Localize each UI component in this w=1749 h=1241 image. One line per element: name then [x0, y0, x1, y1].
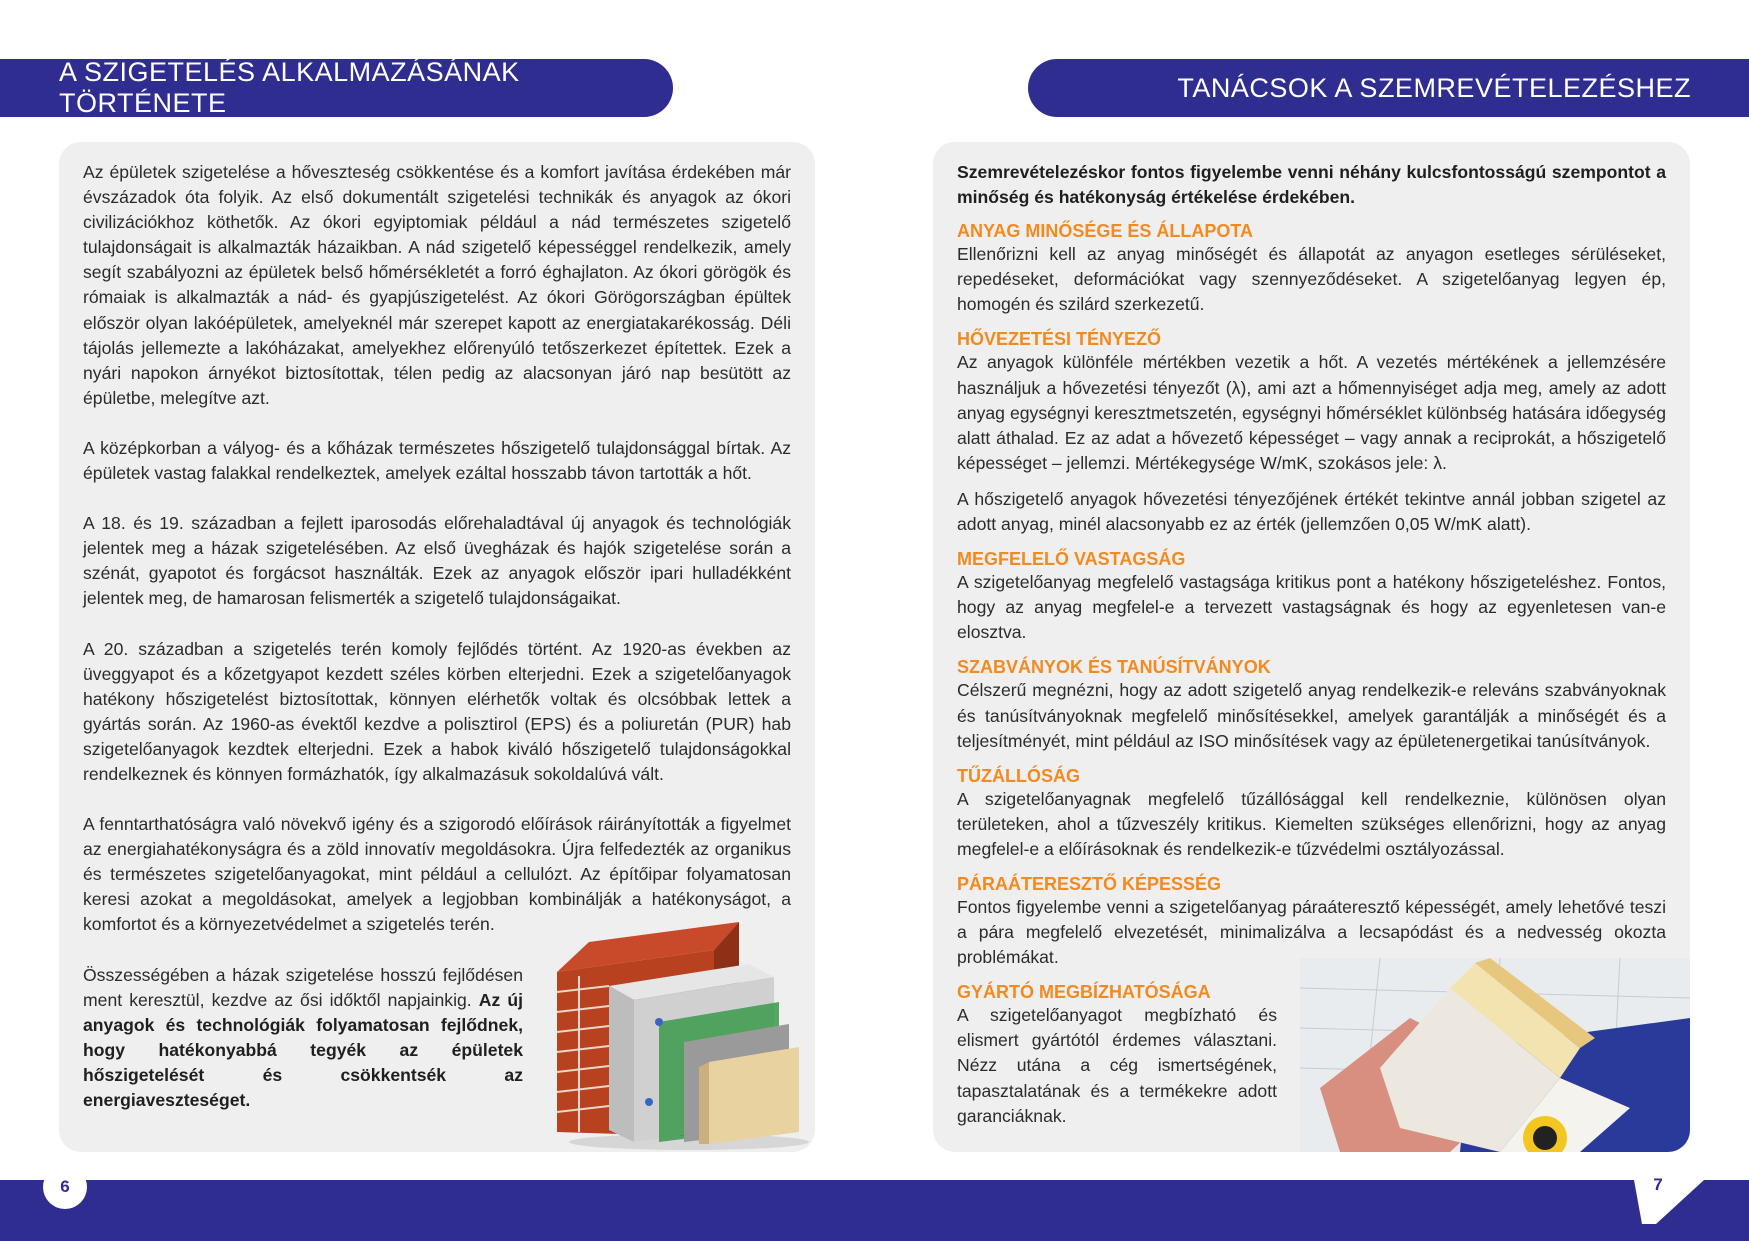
- tip-heading: MEGFELELŐ VASTAGSÁG: [957, 549, 1186, 570]
- left-page-number: 6: [43, 1165, 87, 1209]
- tip-heading: PÁRAÁTERESZTŐ KÉPESSÉG: [957, 873, 1222, 894]
- tip-heading: GYÁRTÓ MEGBÍZHATÓSÁGA: [957, 982, 1211, 1003]
- left-page-title: A SZIGETELÉS ALKALMAZÁSÁNAK TÖRTÉNETE: [59, 57, 520, 118]
- page-footer: [0, 1180, 1749, 1241]
- tip-text: A szigetelőanyagot megbízható és elismert gyártótól érdemes választani. Nézz utána a cég ismertségének, tapasztalatának és a termékekre adott garanciáknak.: [957, 1005, 1277, 1126]
- right-page-title-banner: [1028, 59, 1749, 117]
- tip-text: Az anyagok különféle mértékben vezetik a hőt. A vezetés mértékének a jellemzésére használjuk a hővezetési tényezőt (λ), ami azt a hőmennyiséget adja meg, amely az adott anyag egységnyi keresztmetszetén, egységnyi hőmérséklet különbség hatására időegység alatt áthalad. Ez az adat a hővezető képességet – vagy annak a reciprokát, a hőszigetelő képességet – jellemzi. Mértékegysége W/mK, szokásos jele: λ.: [957, 352, 1666, 473]
- insulation-block-photo: [1300, 958, 1690, 1152]
- left-page-title-banner: [0, 59, 673, 117]
- tip-heading: ANYAG MINŐSÉGE ÉS ÁLLAPOTA: [957, 221, 1254, 242]
- history-paragraph: A 20. században a szigetelés terén komoly fejlődés történt. Az 1920-as években az üveggyapot és a kőzetgyapot kezdett széles körben elterjedni. Ezek a szigetelőanyagok hatékony hőszigetelést biztosítottak, könnyen elérhetők voltak és olcsóbbak lettek a gyártás során. Az 1960-as évektől kezdve a polisztirol (EPS) és a poliuretán (PUR) hab szigetelőanyagok kezdtek elterjedni. Ezek a habok kiváló hőszigetelő tulajdonságokkal rendelkeznek és könnyen formázhatók, így alkalmazásuk sokoldalúvá vált.: [83, 638, 791, 784]
- tip-text: Fontos figyelembe venni a szigetelőanyag páraáteresztő képességét, amely lehetővé teszi a pára megfelelő elvezetését, minimalizálva a lecsapódást és a nedvesség okozta problémákat.: [957, 896, 1666, 968]
- tip-section: [957, 220, 1666, 317]
- tip-section: [957, 328, 1666, 537]
- history-paragraph: A fenntarthatóságra való növekvő igény és a szigorodó előírások ráirányították a figyelmet az energiahatékonyságra és a zöld innovatív megoldásokra. Újra felfedezték az organikus és természetes szigetelőanyagokat, mint például a cellulózt. Az építőipar folyamatosan keresi azokat a megoldásokat, amelyek a legjobban kombinálják a hatékonyságot, a komfortot és a környezetvédelmet a szigetelés terén.: [83, 814, 791, 935]
- tip-text: A szigetelőanyag megfelelő vastagsága kritikus pont a hatékony hőszigeteléshez. Fontos, hogy az anyag megfelel-e a tervezett vastagságnak és hogy az egyenletesen van-e elosztva.: [957, 572, 1666, 643]
- tip-text: Ellenőrizni kell az anyag minőségét és állapotát az anyagon esetleges sérüléseket, repedéseket, deformációkat vagy szennyeződéseket. A szigetelőanyag legyen ép, homogén és szilárd szerkezetű.: [957, 244, 1666, 315]
- history-panel: [59, 142, 815, 1152]
- tip-text: Célszerű megnézni, hogy az adott szigetelő anyag rendelkezik-e releváns szabványoknak és tanúsítványoknak megfelelő minősítésekkel, amelyek garantálják a minőségét és a teljesítményét, mint például az ISO minősítések vagy az épületenergetikai tanúsítványok.: [957, 680, 1666, 751]
- right-page-title: TANÁCSOK A SZEMREVÉTELEZÉSHEZ: [1177, 72, 1691, 103]
- insulated-wall-illustration: [549, 902, 811, 1152]
- tip-heading: SZABVÁNYOK ÉS TANÚSÍTVÁNYOK: [957, 657, 1271, 678]
- tip-section: [957, 548, 1666, 645]
- right-page-number: 7: [1653, 1175, 1663, 1194]
- inspection-tips-panel: [933, 142, 1690, 1152]
- history-paragraph: Az épületek szigetelése a hőveszteség csökkentése és a komfort javítása érdekében már évszázadok óta folyik. Az első dokumentált szigetelési technikák és anyagok az ókori civilizációkhoz köthetők. Az ókori egyiptomiak például a nád természetes szigetelő tulajdonságait is alkalmazták házaikban. A nád szigetelő képességgel rendelkezik, amely segít szabályozni az épületek belső hőmérsékletét a forró éghajlaton. Az ókori görögök és rómaiak is alkalmazták a nád- és gyapjúszigetelést. Az ókori Görögországban épültek először olyan lakóépületek, amelyeknél már szerepet kapott az energiatakarékosság. Déli tájolás jellemezte a lakóházakat, amelyekhez előrenyúló tetőszerkezet építettek. Ezek a nyári napokon árnyékot biztosítottak, télen pedig az alacsonyan járó nap besütött az épületbe, melegítve azt.: [83, 162, 791, 408]
- tip-text: A hőszigetelő anyagok hővezetési tényezőjének értékét tekintve annál jobban szigetel az adott anyag, minél alacsonyabb ez az érték (jellemzően 0,05 W/mK alatt).: [957, 488, 1666, 535]
- tip-heading: TŰZÁLLÓSÁG: [957, 765, 1080, 786]
- tip-section: [957, 765, 1666, 862]
- history-summary: [83, 963, 523, 1114]
- summary-plain: Összességében a házak szigetelése hosszú fejlődésen ment keresztül, kezdve az ősi időktől napjainkig.: [83, 964, 523, 1010]
- tip-heading: HŐVEZETÉSI TÉNYEZŐ: [957, 329, 1162, 350]
- history-paragraph: A 18. és 19. században a fejlett iparosodás előrehaladtával új anyagok és technológiák jelentek meg a házak szigetelésében. Az első üvegházak és hajók szigetelése során a szénát, gyapotot és forgácsot használták. Ezek az anyagok először ipari hulladékként jelentek meg, de hamarosan felismerték a szigetelő tulajdonságaikat.: [83, 513, 791, 609]
- tip-text: A szigetelőanyagnak megfelelő tűzállósággal kell rendelkeznie, különösen olyan területeken, ahol a tűzveszély kritikus. Kiemelten szükséges ellenőrizni, hogy az anyag megfelel-e a előírásoknak és rendelkezik-e tűzvédelmi osztályozással.: [957, 788, 1666, 859]
- tip-section: [957, 873, 1666, 970]
- history-paragraph: A középkorban a vályog- és a kőházak természetes hőszigetelő tulajdonsággal bírtak. Az épületek vastag falakkal rendelkeztek, amelyek ezáltal hosszabb távon tartották a hőt.: [83, 437, 791, 484]
- summary-bold: Az új anyagok és technológiák folyamatosan fejlődnek, hogy hatékonyabbá tegyék az épületek hőszigetelését és csökkentsék az energiaveszteséget.: [83, 989, 524, 1110]
- tips-intro: Szemrevételezéskor fontos figyelembe venni néhány kulcsfontosságú szempontot a minőség és hatékonyság értékelése érdekében.: [957, 162, 1666, 208]
- tip-section: [957, 656, 1666, 753]
